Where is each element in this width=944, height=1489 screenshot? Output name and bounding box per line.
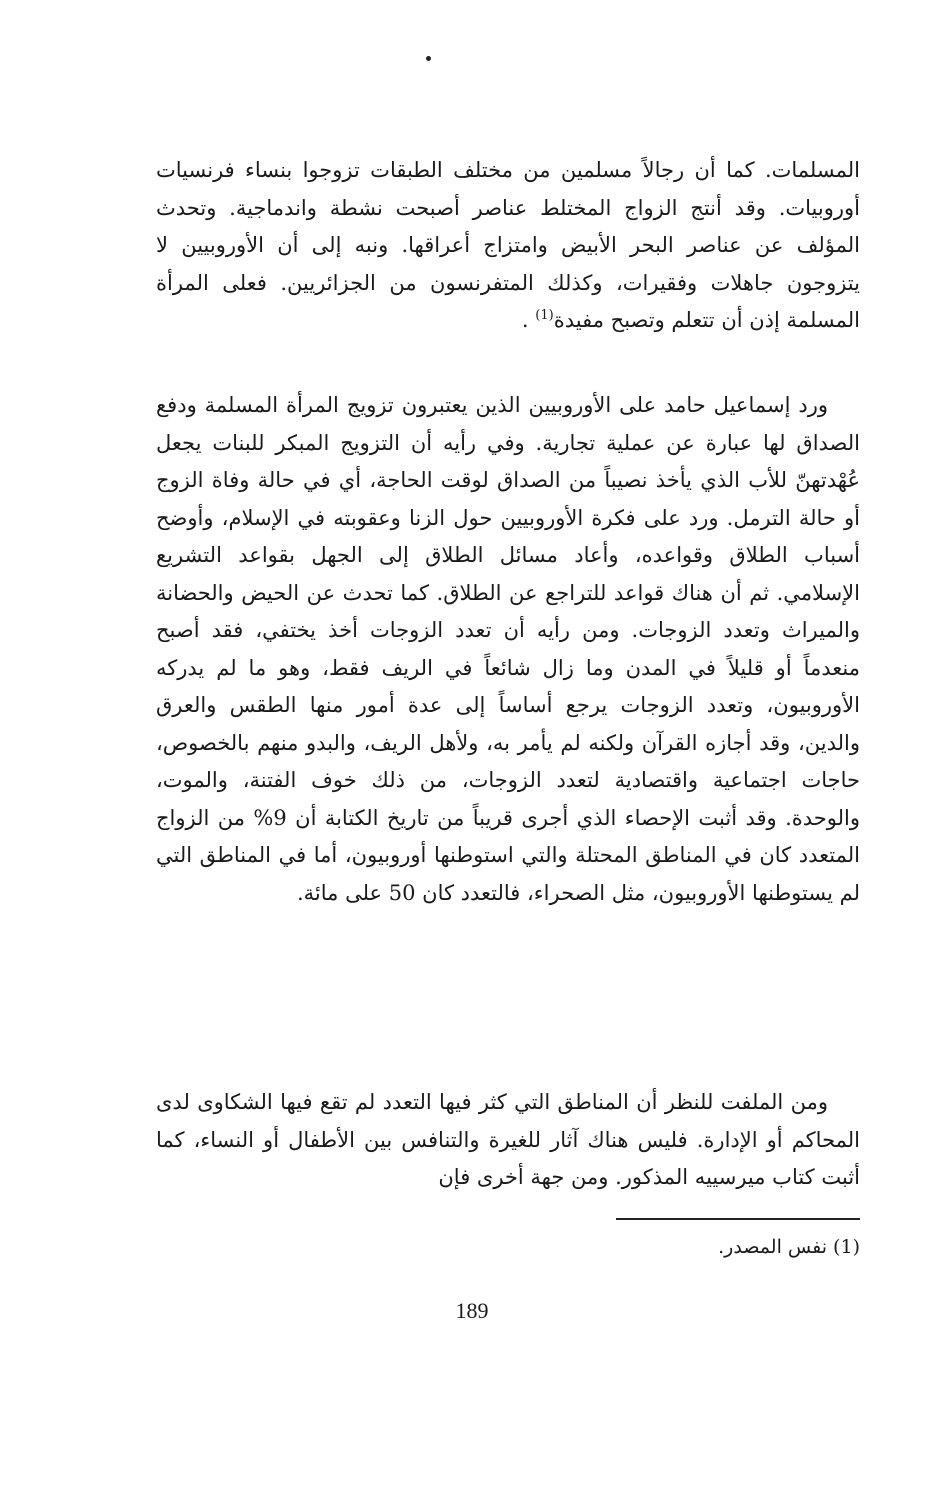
paragraph-3 [156,1084,860,1197]
footnote: (1) نفس المصدر. [718,1236,860,1258]
paragraph-2 [156,387,860,912]
footnote-divider [616,1218,860,1220]
footnote-reference: (1) [535,308,554,323]
paragraph-2-text: ورد إسماعيل حامد على الأوروبيين الذين يعتبرون تزويج المرأة المسلمة ودفع الصداق لها عبارة عن عملية تجارية. وفي رأيه أن التزويج المبكر للبنات يجعل عُهْدتهنّ للأب الذي يأخذ نصيباً من الصداق لوقت الحاجة، أي في حالة وفاة الزوج أو حالة الترمل. ورد على فكرة الأوروبيين حول الزنا وعقوبته في الإسلام، وأوضح أسباب الطلاق وقواعده، وأعاد مسائل الطلاق إلى الجهل بقواعد التشريع الإسلامي. ثم أن هناك قواعد للتراجع عن الطلاق. كما تحدث عن الحيض والحضانة والميراث وتعدد الزوجات. ومن رأيه أن تعدد الزوجات أخذ يختفي، فقد أصبح منعدماً أو قليلاً في المدن وما زال شائعاً في الريف فقط، وهو ما لم يدركه الأوروبيون، وتعدد الزوجات يرجع أساساً إلى عدة أمور منها الطقس والعرق والدين، وقد أجازه القرآن ولكنه لم يأمر به، ولأهل الريف، والبدو منهم بالخصوص، حاجات اجتماعية واقتصادية لتعدد الزوجات، من ذلك خوف الفتنة، والموت، والوحدة. وقد أثبت الإحصاء الذي أجرى قريباً من تاريخ الكتابة أن 9% من الزواج المتعدد كان في المناطق المحتلة والتي استوطنها أوروبيون، أما في المناطق التي لم يستوطنها الأوروبيون، مثل الصحراء، فالتعدد كان 50 على مائة. [156,393,860,905]
page-number: 189 [455,1298,489,1323]
page-top-mark [426,56,431,61]
paragraph-3-text: ومن الملفت للنظر أن المناطق التي كثر فيها التعدد لم تقع فيها الشكاوى لدى المحاكم أو الإدارة. فليس هناك آثار للغيرة والتنافس بين الأطفال أو النساء، كما أثبت كتاب ميرسييه المذكور. ومن جهة أخرى فإن [156,1090,860,1189]
paragraph-1 [156,152,860,340]
paragraph-1-text: المسلمات. كما أن رجالاً مسلمين من مختلف الطبقات تزوجوا بنساء فرنسيات أوروبيات. وقد أنتج الزواج المختلط عناصر أصبحت نشطة واندماجية. وتحدث المؤلف عن عناصر البحر الأبيض وامتزاج أعراقها. ونبه إلى أن الأوروبيين لا يتزوجون جاهلات وفقيرات، وكذلك المتفرنسون من الجزائريين. فعلى المرأة المسلمة إذن أن تتعلم وتصبح مفيدة [156,158,860,332]
paragraph-1-end: . [521,308,529,332]
